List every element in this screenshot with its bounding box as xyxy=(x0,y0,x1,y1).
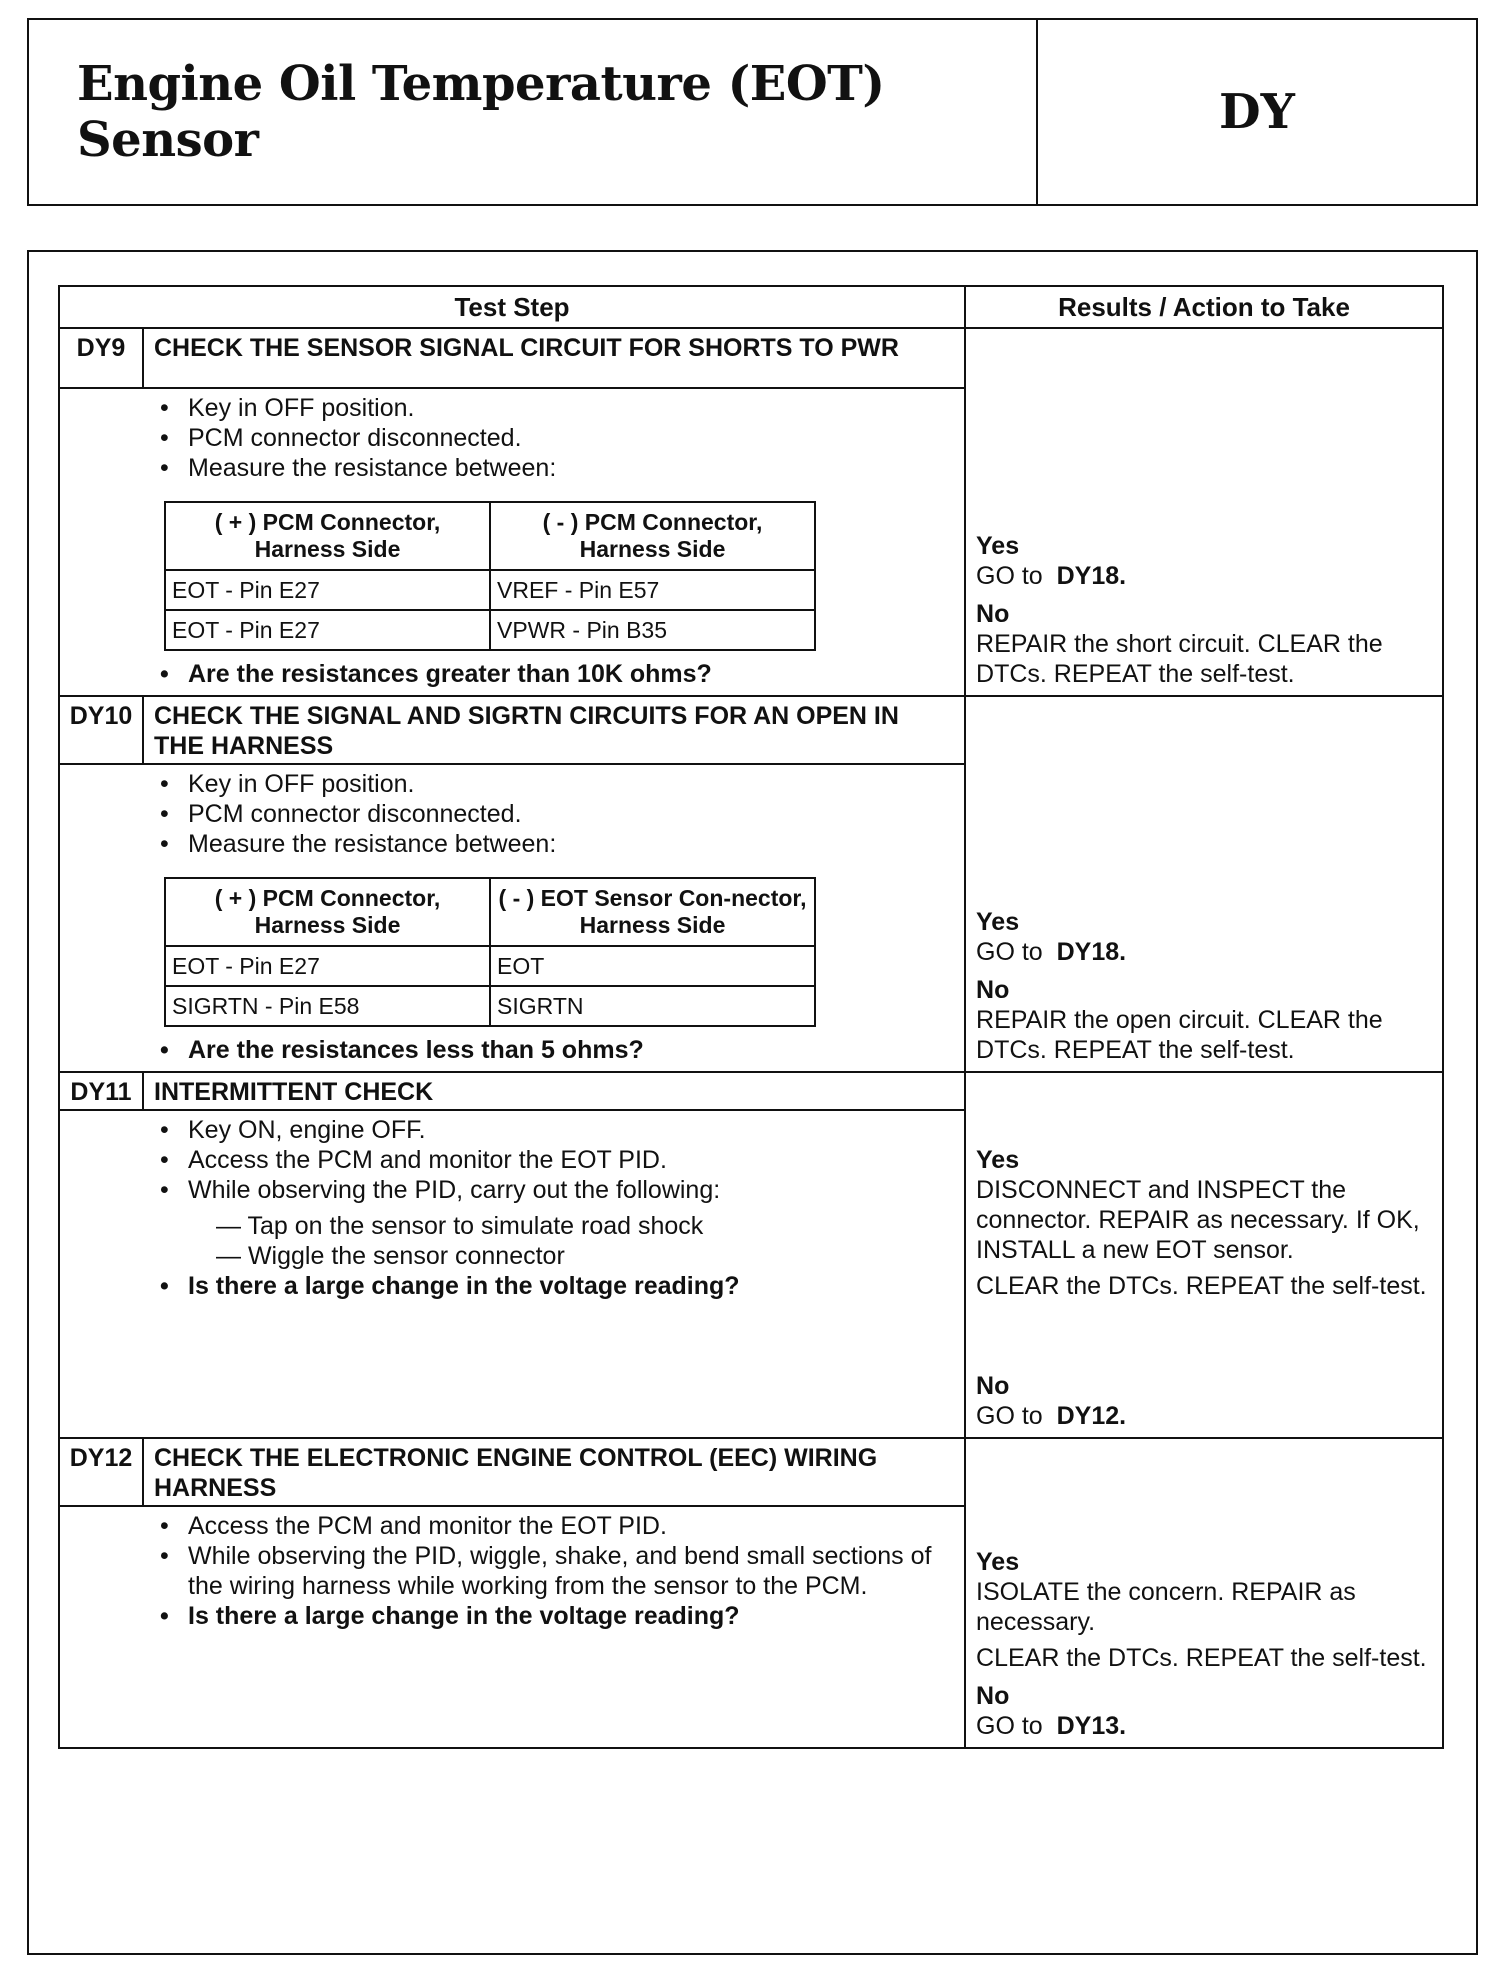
step-dy12-head xyxy=(59,1438,1443,1506)
meas-head-negative: ( - ) EOT Sensor Con-nector, Harness Side xyxy=(490,878,815,946)
step-id: DY10 xyxy=(59,696,143,764)
bullet-item: • Access the PCM and monitor the EOT PID. xyxy=(188,1145,952,1175)
table-cell: EOT xyxy=(490,946,815,986)
bullet-item: • PCM connector disconnected. xyxy=(188,423,952,453)
yes-action: GO to xyxy=(976,562,1043,590)
bullet-item: • Measure the resistance between: xyxy=(188,453,952,483)
table-cell: SIGRTN xyxy=(490,986,815,1026)
bullet-item: • PCM connector disconnected. xyxy=(188,799,952,829)
no-target: DY13. xyxy=(1056,1712,1127,1740)
step-bullets xyxy=(156,1115,952,1205)
yes-action: ISOLATE the concern. REPAIR as necessary. xyxy=(976,1578,1356,1636)
step-dy11-head xyxy=(59,1072,1443,1110)
col-results: Results / Action to Take xyxy=(965,286,1443,328)
table-row xyxy=(165,986,815,1026)
step-title: CHECK THE SENSOR SIGNAL CIRCUIT FOR SHORTS TO PWR xyxy=(143,328,965,388)
bullet-item: • Measure the resistance between: xyxy=(188,829,952,859)
yes-label: Yes xyxy=(976,532,1020,560)
measurement-table xyxy=(164,877,816,1027)
step-dy12-result xyxy=(965,1438,1443,1748)
no-label: No xyxy=(976,600,1010,628)
step-title: INTERMITTENT CHECK xyxy=(143,1072,965,1110)
bullet-item: • Access the PCM and monitor the EOT PID. xyxy=(188,1511,952,1541)
table-header-row xyxy=(59,286,1443,328)
yes-action-2: CLEAR the DTCs. REPEAT the self-test. xyxy=(976,1644,1427,1672)
no-action: GO to xyxy=(976,1402,1043,1430)
step-bullets xyxy=(156,393,952,483)
table-cell: VREF - Pin E57 xyxy=(490,570,815,610)
table-row xyxy=(165,570,815,610)
yes-target: DY18. xyxy=(1056,938,1127,966)
table-row xyxy=(165,946,815,986)
table-cell: EOT - Pin E27 xyxy=(165,570,490,610)
section-code: DY xyxy=(1036,20,1476,204)
table-cell: SIGRTN - Pin E58 xyxy=(165,986,490,1026)
yes-action: GO to xyxy=(976,938,1043,966)
step-id: DY11 xyxy=(59,1072,143,1110)
sub-step: — Wiggle the sensor connector xyxy=(216,1241,952,1271)
page-header xyxy=(27,18,1478,206)
step-id: DY12 xyxy=(59,1438,143,1506)
step-question: • Are the resistances greater than 10K ohms? xyxy=(188,659,952,689)
table-cell: EOT - Pin E27 xyxy=(165,946,490,986)
sub-steps xyxy=(216,1211,952,1271)
yes-action-2: CLEAR the DTCs. REPEAT the self-test. xyxy=(976,1272,1427,1300)
step-dy10-result xyxy=(965,696,1443,1072)
bullet-item: • Key in OFF position. xyxy=(188,393,952,423)
no-action: REPAIR the open circuit. CLEAR the DTCs. REPEAT the self-test. xyxy=(976,1006,1383,1064)
yes-label: Yes xyxy=(976,1146,1020,1174)
step-question: • Are the resistances less than 5 ohms? xyxy=(188,1035,952,1065)
meas-head-positive: ( + ) PCM Connector, Harness Side xyxy=(165,878,490,946)
meas-head-positive: ( + ) PCM Connector, Harness Side xyxy=(165,502,490,570)
step-question: • Is there a large change in the voltage reading? xyxy=(188,1601,952,1631)
no-label: No xyxy=(976,976,1010,1004)
table-cell: VPWR - Pin B35 xyxy=(490,610,815,650)
no-action: REPAIR the short circuit. CLEAR the DTCs. REPEAT the self-test. xyxy=(976,630,1383,688)
yes-target: DY18. xyxy=(1056,562,1127,590)
diagnostic-table xyxy=(58,285,1444,1749)
step-dy10-head xyxy=(59,696,1443,764)
step-dy9-head xyxy=(59,328,1443,388)
step-title: CHECK THE SIGNAL AND SIGRTN CIRCUITS FOR AN OPEN IN THE HARNESS xyxy=(143,696,965,764)
bullet-item: • Key in OFF position. xyxy=(188,769,952,799)
bullet-item: • While observing the PID, carry out the following: xyxy=(188,1175,952,1205)
no-label: No xyxy=(976,1682,1010,1710)
col-test-step: Test Step xyxy=(59,286,965,328)
table-row xyxy=(165,610,815,650)
step-bullets xyxy=(156,1511,952,1631)
step-question: • Is there a large change in the voltage reading? xyxy=(188,1271,952,1301)
bullet-item: • While observing the PID, wiggle, shake, and bend small sections of the wiring harness while working from the sensor to the PCM. xyxy=(188,1541,952,1601)
step-dy9-result xyxy=(965,328,1443,696)
meas-head-negative: ( - ) PCM Connector, Harness Side xyxy=(490,502,815,570)
yes-action: DISCONNECT and INSPECT the connector. REPAIR as necessary. If OK, INSTALL a new EOT sensor. xyxy=(976,1176,1420,1264)
step-bullets xyxy=(156,769,952,859)
page-title: Engine Oil Temperature (EOT) Sensor xyxy=(77,56,885,168)
yes-label: Yes xyxy=(976,908,1020,936)
sub-step: — Tap on the sensor to simulate road shock xyxy=(216,1211,952,1241)
step-id: DY9 xyxy=(59,328,143,388)
no-action: GO to xyxy=(976,1712,1043,1740)
bullet-item: • Key ON, engine OFF. xyxy=(188,1115,952,1145)
step-dy11-result xyxy=(965,1072,1443,1438)
no-target: DY12. xyxy=(1056,1402,1127,1430)
measurement-table xyxy=(164,501,816,651)
step-title: CHECK THE ELECTRONIC ENGINE CONTROL (EEC) WIRING HARNESS xyxy=(143,1438,965,1506)
no-label: No xyxy=(976,1372,1010,1400)
yes-label: Yes xyxy=(976,1548,1020,1576)
table-cell: EOT - Pin E27 xyxy=(165,610,490,650)
